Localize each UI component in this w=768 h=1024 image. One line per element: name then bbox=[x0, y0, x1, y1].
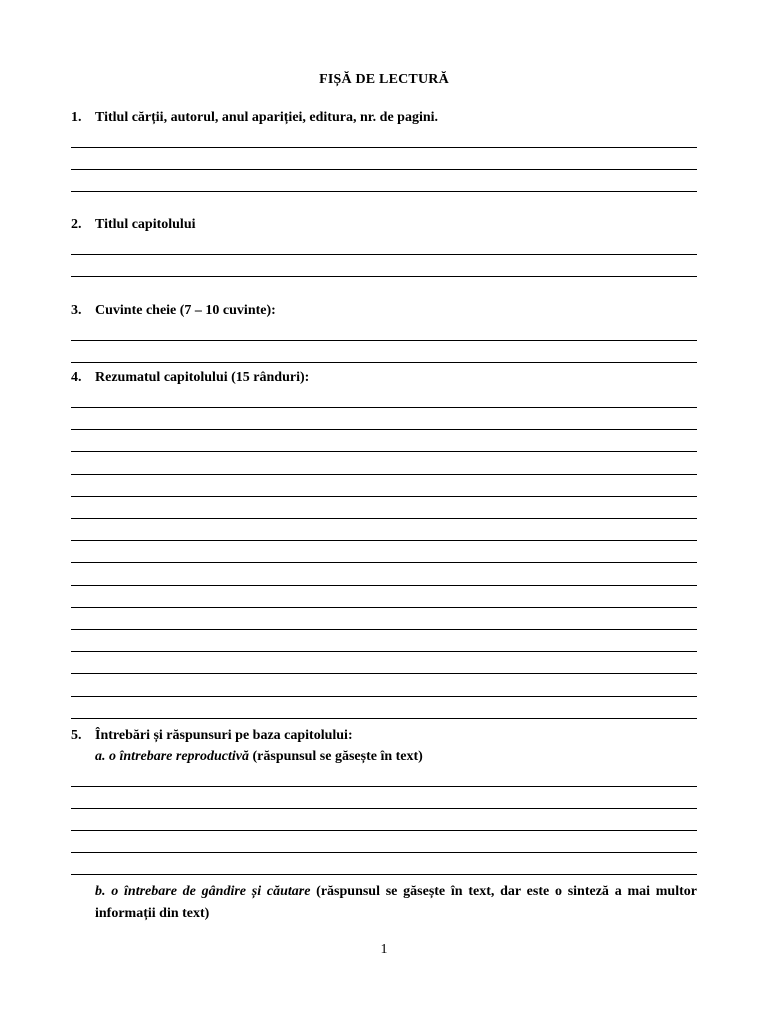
section-number: 3. bbox=[71, 303, 82, 318]
section-number: 2. bbox=[71, 217, 82, 232]
question-b-label: b. o întrebare de gândire și căutare bbox=[95, 884, 311, 899]
answer-line[interactable] bbox=[71, 562, 697, 563]
answer-line[interactable] bbox=[71, 830, 697, 831]
page-number: 1 bbox=[380, 942, 388, 957]
section-4-heading bbox=[71, 370, 309, 386]
section-label: Titlul capitolului bbox=[95, 217, 196, 232]
section-label: Rezumatul capitolului (15 rânduri): bbox=[95, 370, 310, 385]
section-5-heading bbox=[71, 728, 353, 744]
section-number: 4. bbox=[71, 370, 82, 385]
answer-line[interactable] bbox=[71, 496, 697, 497]
answer-line[interactable] bbox=[71, 451, 697, 452]
answer-line[interactable] bbox=[71, 852, 697, 853]
page-title: FIȘĂ DE LECTURĂ bbox=[319, 72, 449, 87]
answer-line[interactable] bbox=[71, 874, 697, 875]
question-a bbox=[95, 749, 423, 765]
answer-line[interactable] bbox=[71, 607, 697, 608]
answer-line[interactable] bbox=[71, 254, 697, 255]
answer-line[interactable] bbox=[71, 718, 697, 719]
answer-line[interactable] bbox=[71, 362, 697, 363]
section-label: Cuvinte cheie (7 – 10 cuvinte): bbox=[95, 303, 276, 318]
question-a-label: a. o întrebare reproductivă bbox=[95, 749, 249, 764]
section-2-heading bbox=[71, 217, 196, 233]
section-number: 1. bbox=[71, 110, 82, 125]
answer-line[interactable] bbox=[71, 585, 697, 586]
answer-line[interactable] bbox=[71, 518, 697, 519]
answer-line[interactable] bbox=[71, 340, 697, 341]
answer-line[interactable] bbox=[71, 429, 697, 430]
answer-line[interactable] bbox=[71, 147, 697, 148]
section-label: Titlul cărții, autorul, anul apariției, editura, nr. de pagini. bbox=[95, 110, 439, 125]
question-b-note: (răspunsul se găsește în text, dar este o sinteză a mai multor informații din text) bbox=[95, 884, 697, 921]
answer-line[interactable] bbox=[71, 540, 697, 541]
answer-line[interactable] bbox=[71, 474, 697, 475]
answer-line[interactable] bbox=[71, 169, 697, 170]
section-3-heading bbox=[71, 303, 276, 319]
answer-line[interactable] bbox=[71, 808, 697, 809]
answer-line[interactable] bbox=[71, 673, 697, 674]
question-b bbox=[95, 881, 697, 925]
answer-line[interactable] bbox=[71, 407, 697, 408]
answer-line[interactable] bbox=[71, 786, 697, 787]
answer-line[interactable] bbox=[71, 696, 697, 697]
section-number: 5. bbox=[71, 728, 82, 743]
section-label: Întrebări și răspunsuri pe baza capitolului: bbox=[95, 728, 353, 743]
question-a-note: (răspunsul se găsește în text) bbox=[249, 749, 423, 764]
answer-line[interactable] bbox=[71, 629, 697, 630]
answer-line[interactable] bbox=[71, 276, 697, 277]
answer-line[interactable] bbox=[71, 651, 697, 652]
answer-line[interactable] bbox=[71, 191, 697, 192]
section-1-heading bbox=[71, 110, 438, 126]
